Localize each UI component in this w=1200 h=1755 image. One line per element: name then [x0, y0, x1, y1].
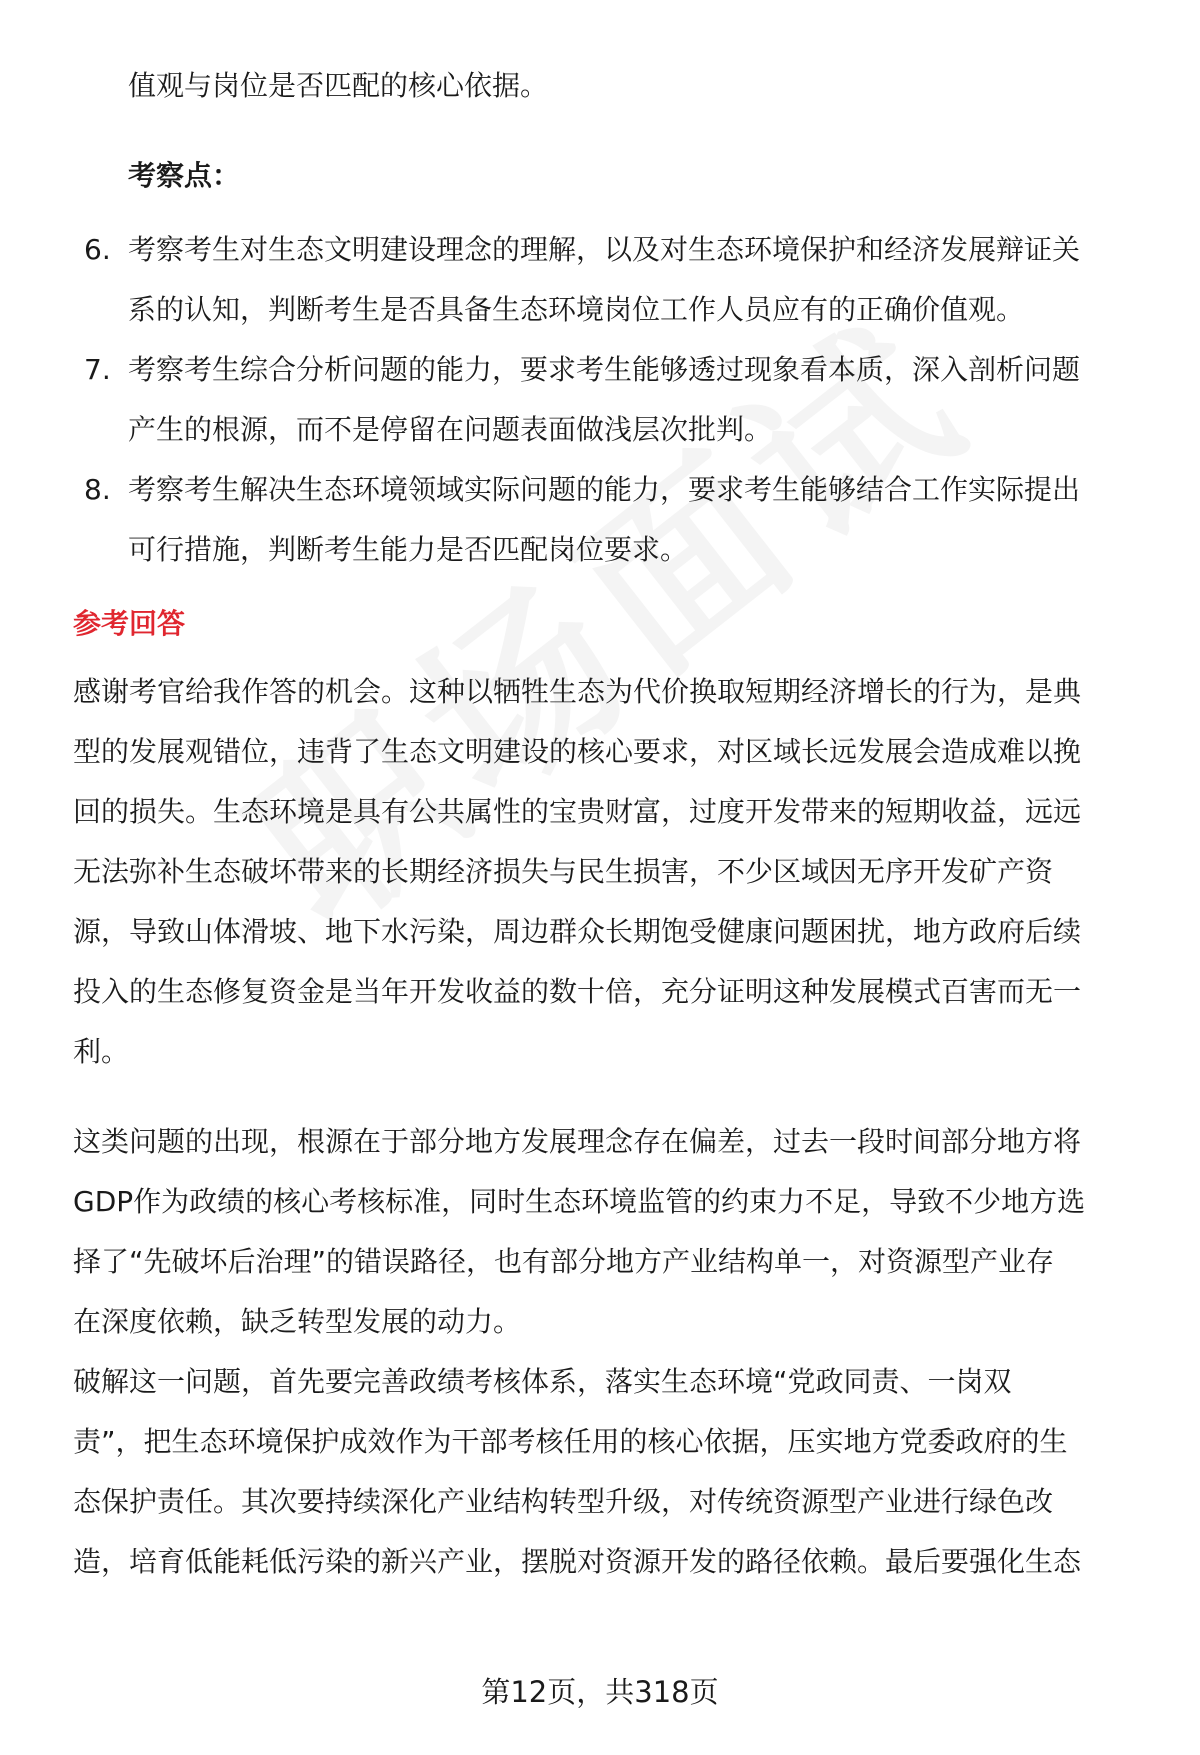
exam-points-heading: 考察点： — [128, 159, 241, 192]
intro-line: 值观与岗位是否匹配的核心依据。 — [128, 69, 549, 102]
exam-points-list — [73, 220, 1143, 580]
paragraph-line: 择了“先破坏后治理”的错误路径，也有部分地方产业结构单一，对资源型产业存 — [73, 1245, 1055, 1278]
paragraph-line: 回的损失。生态环境是具有公共属性的宝贵财富，过度开发带来的短期收益，远远 — [73, 795, 1082, 828]
answer-heading: 参考回答 — [73, 607, 186, 640]
answer-paragraph-3 — [73, 1352, 1143, 1592]
list-item — [73, 460, 1143, 580]
paragraph-line: 造，培育低能耗低污染的新兴产业，摆脱对资源开发的路径依赖。最后要强化生态 — [73, 1545, 1082, 1578]
list-item — [73, 340, 1143, 460]
paragraph-line: 利。 — [73, 1035, 130, 1068]
list-item-number: 8. — [84, 473, 111, 506]
paragraph-line: GDP作为政绩的核心考核标准，同时生态环境监管的约束力不足，导致不少地方选 — [73, 1185, 1086, 1218]
paragraph-line: 责”，把生态环境保护成效作为干部考核任用的核心依据，压实地方党委政府的生 — [73, 1425, 1068, 1458]
paragraph-line: 源，导致山体滑坡、地下水污染，周边群众长期饱受健康问题困扰，地方政府后续 — [73, 915, 1082, 948]
list-item-line: 系的认知，判断考生是否具备生态环境岗位工作人员应有的正确价值观。 — [128, 293, 1025, 326]
page-content — [73, 56, 1143, 1592]
paragraph-line: 型的发展观错位，违背了生态文明建设的核心要求，对区域长远发展会造成难以挽 — [73, 735, 1082, 768]
paragraph-line: 感谢考官给我作答的机会。这种以牺牲生态为代价换取短期经济增长的行为，是典 — [73, 675, 1082, 708]
list-item-number: 6. — [84, 233, 111, 266]
paragraph-line: 这类问题的出现，根源在于部分地方发展理念存在偏差，过去一段时间部分地方将 — [73, 1125, 1082, 1158]
list-item-line: 考察考生综合分析问题的能力，要求考生能够透过现象看本质，深入剖析问题 — [128, 353, 1081, 386]
list-item-line: 考察考生解决生态环境领域实际问题的能力，要求考生能够结合工作实际提出 — [128, 473, 1081, 506]
list-item-number: 7. — [84, 353, 111, 386]
paragraph-line: 态保护责任。其次要持续深化产业结构转型升级，对传统资源型产业进行绿色改 — [73, 1485, 1054, 1518]
answer-paragraph-2 — [73, 1112, 1143, 1352]
paragraph-line: 在深度依赖，缺乏转型发展的动力。 — [73, 1305, 522, 1338]
answer-paragraph-1 — [73, 662, 1143, 1082]
paragraph-line: 投入的生态修复资金是当年开发收益的数十倍，充分证明这种发展模式百害而无一 — [73, 975, 1082, 1008]
page-number-footer: 第12页，共318页 — [481, 1675, 719, 1709]
list-item-line: 可行措施，判断考生能力是否匹配岗位要求。 — [128, 533, 689, 566]
list-item-line: 产生的根源，而不是停留在问题表面做浅层次批判。 — [128, 413, 773, 446]
paragraph-line: 破解这一问题，首先要完善政绩考核体系，落实生态环境“党政同责、一岗双 — [73, 1365, 1012, 1398]
list-item-line: 考察考生对生态文明建设理念的理解，以及对生态环境保护和经济发展辩证关 — [128, 233, 1081, 266]
paragraph-line: 无法弥补生态破坏带来的长期经济损失与民生损害，不少区域因无序开发矿产资 — [73, 855, 1054, 888]
list-item — [73, 220, 1143, 340]
